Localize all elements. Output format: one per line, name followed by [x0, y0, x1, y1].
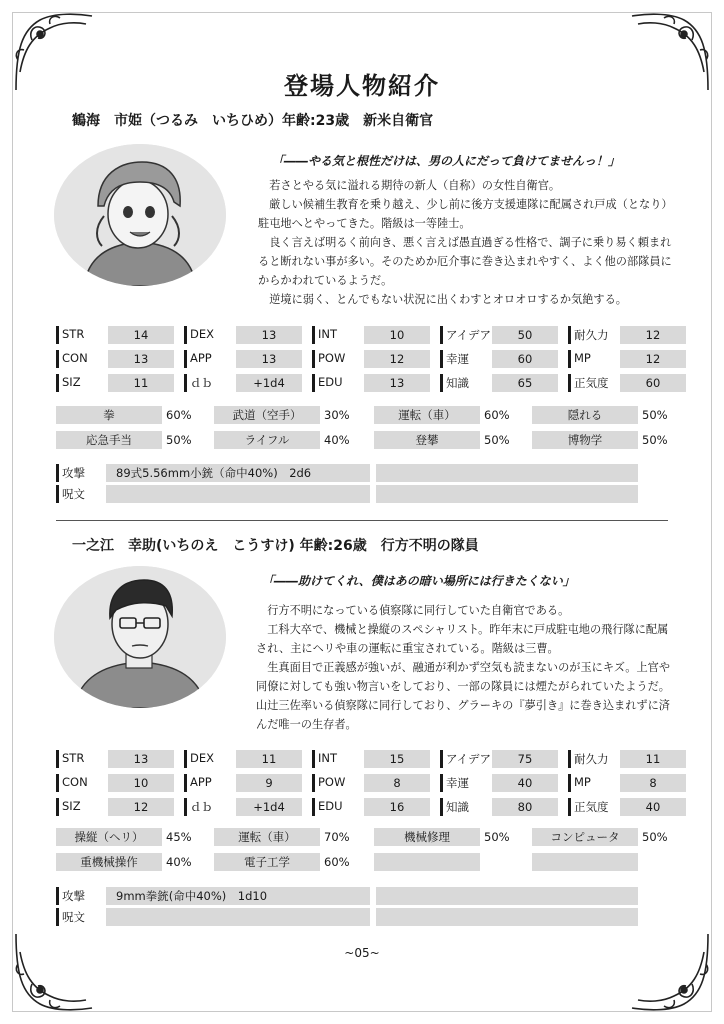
spell-row — [56, 485, 668, 503]
stat-label: INT — [318, 327, 338, 341]
character-name: 鶴海 市姫（つるみ いちひめ）年齢:23歳 新米自衛官 — [72, 113, 434, 129]
stat-label: MP — [574, 351, 591, 365]
stat-label: DEX — [190, 327, 214, 341]
skill-value: 40% — [324, 433, 350, 447]
stat-value: 13 — [364, 374, 430, 392]
stat-value: 50 — [492, 326, 558, 344]
stat-label: 正気度 — [574, 800, 609, 814]
skill-value: 50% — [166, 433, 192, 447]
skill-value: 50% — [642, 433, 668, 447]
skills-row — [56, 406, 674, 428]
attack-label: 攻撃 — [62, 466, 85, 480]
stat-value: 15 — [364, 750, 430, 768]
spell-row — [56, 908, 668, 926]
skill-value: 60% — [324, 855, 350, 869]
attack-label: 攻撃 — [62, 889, 85, 903]
stat-label: 知識 — [446, 800, 469, 814]
stat-value: 10 — [364, 326, 430, 344]
stats-row — [56, 796, 668, 818]
skill-value: 40% — [166, 855, 192, 869]
character-name: 一之江 幸助(いちのえ こうすけ) 年齢:26歳 行方不明の隊員 — [72, 538, 479, 554]
spell-label: 呪文 — [62, 910, 85, 924]
stat-value: 8 — [620, 774, 686, 792]
skill-value: 50% — [642, 408, 668, 422]
stat-value: 12 — [364, 350, 430, 368]
stat-value: 13 — [108, 350, 174, 368]
stat-label: APP — [190, 775, 212, 789]
stats-row — [56, 372, 668, 394]
stat-value: 10 — [108, 774, 174, 792]
stat-value: 11 — [108, 374, 174, 392]
stat-label: 正気度 — [574, 376, 609, 390]
description-paragraph: 逆境に弱く、とんでもない状況に出くわすとオロオロするか気絶する。 — [269, 293, 627, 306]
character-portrait — [54, 566, 226, 708]
stats-row — [56, 748, 668, 770]
skill-name: 隠れる — [532, 406, 638, 424]
stat-label: INT — [318, 751, 338, 765]
description-paragraph: 工科大卒で、機械と操縦のスペシャリスト。昨年末に戸成駐屯地の飛行隊に配属され、主にヘリや車の運転に重宝されている。階級は三曹。 — [256, 623, 669, 655]
skill-name: 運転（車） — [214, 828, 320, 846]
stat-label: 知識 — [446, 376, 469, 390]
stat-label: STR — [62, 751, 85, 765]
stat-value: +1d4 — [236, 374, 302, 392]
skill-name: 電子工学 — [214, 853, 320, 871]
corner-ornament — [628, 928, 714, 1014]
attack-value-extra — [376, 887, 638, 905]
skill-name: 運転（車） — [374, 406, 480, 424]
stat-label: 耐久力 — [574, 328, 609, 342]
skill-name: 登攀 — [374, 431, 480, 449]
stat-value: 8 — [364, 774, 430, 792]
skill-name: 操縦（ヘリ） — [56, 828, 162, 846]
stat-value: 60 — [620, 374, 686, 392]
page-number: ~05~ — [344, 946, 380, 960]
stats-table — [56, 324, 668, 396]
stats-row — [56, 772, 668, 794]
page-title: 登場人物紹介 — [284, 72, 440, 100]
stat-value: 65 — [492, 374, 558, 392]
spell-value-extra — [376, 908, 638, 926]
attack-value: 9mm拳銃(命中40%) 1d10 — [106, 887, 370, 905]
stat-value: +1d4 — [236, 798, 302, 816]
stat-value: 11 — [620, 750, 686, 768]
description-paragraph: 行方不明になっている偵察隊に同行していた自衛官である。 — [267, 604, 570, 617]
stat-label: STR — [62, 327, 85, 341]
stat-label: SIZ — [62, 799, 81, 813]
stat-value: 13 — [236, 326, 302, 344]
skill-name: 応急手当 — [56, 431, 162, 449]
attack-spell-table — [56, 887, 668, 929]
stat-label: ｄｂ — [190, 376, 213, 390]
stat-value: 40 — [492, 774, 558, 792]
stat-value: 13 — [236, 350, 302, 368]
corner-ornament — [10, 928, 96, 1014]
stat-value: 12 — [620, 326, 686, 344]
stat-label: POW — [318, 775, 346, 789]
stat-label: ｄｂ — [190, 800, 213, 814]
skill-value: 50% — [642, 830, 668, 844]
stat-value: 14 — [108, 326, 174, 344]
skill-name: ライフル — [214, 431, 320, 449]
spell-label: 呪文 — [62, 487, 85, 501]
stat-value: 11 — [236, 750, 302, 768]
stat-label: CON — [62, 351, 88, 365]
character-quote: 「――やる気と根性だけは、男の人にだって負けてませんっ！」 — [272, 154, 621, 168]
attack-value-extra — [376, 464, 638, 482]
spell-value — [106, 908, 370, 926]
skill-value: 70% — [324, 830, 350, 844]
character-description — [256, 601, 674, 734]
stat-label: POW — [318, 351, 346, 365]
stat-label: CON — [62, 775, 88, 789]
stat-label: APP — [190, 351, 212, 365]
skill-name — [374, 853, 480, 871]
stat-label: EDU — [318, 375, 343, 389]
skill-name: 機械修理 — [374, 828, 480, 846]
character-quote: 「――助けてくれ、僕はあの暗い場所には行きたくない」 — [262, 574, 575, 588]
skills-row — [56, 828, 674, 850]
stat-label: アイデア — [446, 752, 491, 766]
skill-name: 博物学 — [532, 431, 638, 449]
stat-value: 40 — [620, 798, 686, 816]
spell-value-extra — [376, 485, 638, 503]
skill-value: 50% — [484, 433, 510, 447]
stat-value: 12 — [620, 350, 686, 368]
stat-value: 16 — [364, 798, 430, 816]
spell-value — [106, 485, 370, 503]
character-description — [258, 176, 672, 309]
stat-label: MP — [574, 775, 591, 789]
stat-value: 60 — [492, 350, 558, 368]
stats-row — [56, 324, 668, 346]
skill-value: 30% — [324, 408, 350, 422]
skills-row — [56, 431, 674, 453]
skills-table — [56, 406, 674, 456]
skill-value: 60% — [166, 408, 192, 422]
stat-value: 12 — [108, 798, 174, 816]
attack-row — [56, 887, 668, 905]
skill-name: 拳 — [56, 406, 162, 424]
description-paragraph: 若さとやる気に溢れる期待の新人（自称）の女性自衛官。 — [269, 179, 561, 192]
description-paragraph: 生真面目で正義感が強いが、融通が利かず空気も読まないのが玉にキズ。上官や同僚に対しても強い物言いをしており、一部の隊員には煙たがられていたようだ。山辻三佐率いる偵察隊に同行しており、グラーキの『夢引き』に巻き込まれずに済んだ唯一の生存者。 — [256, 661, 671, 731]
stat-label: SIZ — [62, 375, 81, 389]
attack-row — [56, 464, 668, 482]
skills-table — [56, 828, 674, 878]
skill-name: コンピュータ — [532, 828, 638, 846]
stat-label: EDU — [318, 799, 343, 813]
stat-value: 80 — [492, 798, 558, 816]
description-paragraph: 厳しい候補生教育を乗り越え、少し前に後方支援連隊に配属され戸成（となり）駐屯地へとやってきた。階級は一等陸士。 — [258, 198, 668, 230]
skill-name: 重機械操作 — [56, 853, 162, 871]
stat-label: 幸運 — [446, 776, 469, 790]
section-divider — [56, 520, 668, 521]
stat-value: 13 — [108, 750, 174, 768]
skill-name — [532, 853, 638, 871]
skill-value: 50% — [484, 830, 510, 844]
skills-row — [56, 853, 674, 875]
stat-value: 9 — [236, 774, 302, 792]
stat-label: 耐久力 — [574, 752, 609, 766]
stats-row — [56, 348, 668, 370]
attack-value: 89式5.56mm小銃（命中40%) 2d6 — [106, 464, 370, 482]
skill-name: 武道（空手） — [214, 406, 320, 424]
stat-value: 75 — [492, 750, 558, 768]
skill-value: 60% — [484, 408, 510, 422]
skill-value: 45% — [166, 830, 192, 844]
stat-label: DEX — [190, 751, 214, 765]
character-portrait — [54, 144, 226, 286]
stats-table — [56, 748, 668, 820]
attack-spell-table — [56, 464, 668, 506]
description-paragraph: 良く言えば明るく前向き、悪く言えば愚直過ぎる性格で、調子に乗り易く頼まれると断れない事が多い。そのためか厄介事に巻き込まれやすく、よく他の部隊員にからかわれているようだ。 — [258, 236, 672, 287]
stat-label: アイデア — [446, 328, 491, 342]
stat-label: 幸運 — [446, 352, 469, 366]
